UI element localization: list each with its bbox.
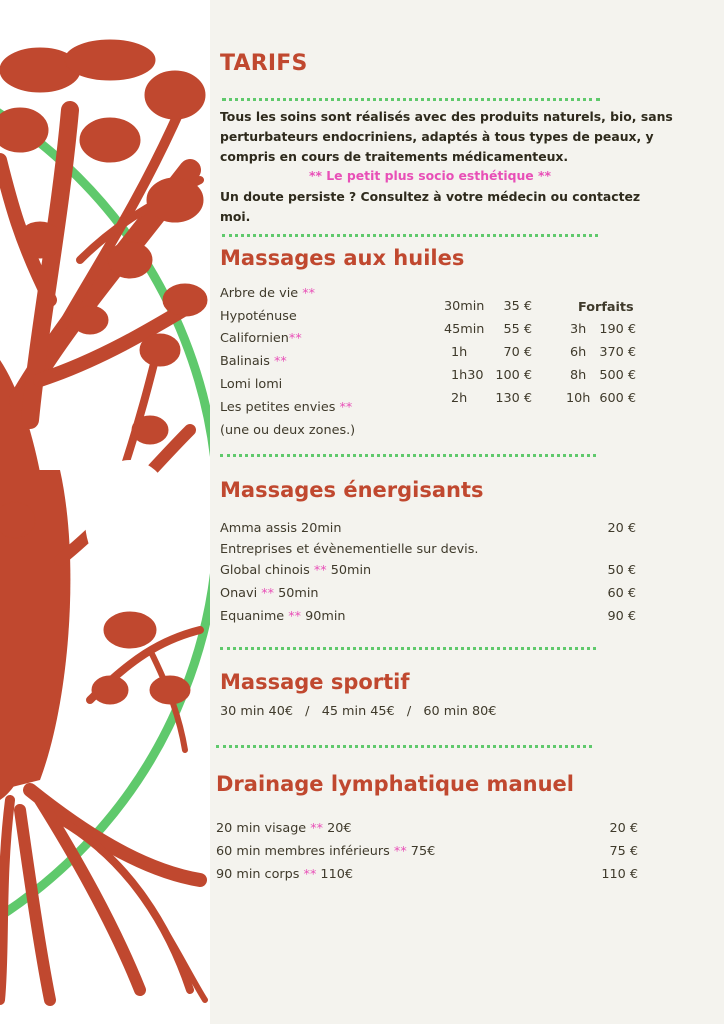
entreprises-note: Entreprises et évènementielle sur devis. bbox=[220, 542, 479, 557]
section-heading-drainage: Drainage lymphatique manuel bbox=[216, 772, 574, 796]
drainage-row: 20 min visage ** 20€ bbox=[216, 821, 352, 836]
intro-line-2: perturbateurs endocriniens, adaptés à tous types de peaux, y bbox=[220, 129, 654, 144]
dotted-divider bbox=[220, 454, 596, 457]
forfaits-title: Forfaits bbox=[578, 300, 634, 315]
section-heading-energisants: Massages énergisants bbox=[220, 478, 484, 502]
onavi-item: Onavi ** 50min bbox=[220, 586, 319, 601]
page-title: TARIFS bbox=[220, 51, 308, 76]
section-heading-sportif: Massage sportif bbox=[220, 670, 410, 694]
forfait-price: 190 € bbox=[599, 322, 636, 337]
doubt-line-1: Un doute persiste ? Consultez à votre médecin ou contactez bbox=[220, 189, 641, 204]
huiles-item: (une ou deux zones.) bbox=[220, 423, 356, 438]
huiles-duration: 1h bbox=[451, 345, 468, 360]
socio-note: ** Le petit plus socio esthétique ** bbox=[309, 168, 551, 183]
huiles-item: Balinais ** bbox=[220, 354, 287, 369]
drainage-row: 90 min corps ** 110€ bbox=[216, 867, 353, 882]
huiles-price: 130 € bbox=[495, 391, 532, 406]
huiles-price: 35 € bbox=[503, 299, 532, 314]
forfait-price: 370 € bbox=[599, 345, 636, 360]
huiles-price: 70 € bbox=[503, 345, 532, 360]
forfait-duration: 3h bbox=[570, 322, 587, 337]
forfait-price: 600 € bbox=[599, 391, 636, 406]
huiles-duration: 30min bbox=[444, 299, 485, 314]
dotted-divider bbox=[222, 234, 598, 237]
dotted-divider bbox=[222, 98, 600, 101]
huiles-item: Californien** bbox=[220, 331, 302, 346]
forfait-duration: 8h bbox=[570, 368, 587, 383]
equanime-item: Equanime ** 90min bbox=[220, 609, 346, 624]
drainage-row: 60 min membres inférieurs ** 75€ bbox=[216, 844, 436, 859]
huiles-item: Les petites envies ** bbox=[220, 400, 353, 415]
huiles-duration: 45min bbox=[444, 322, 485, 337]
drainage-price: 20 € bbox=[609, 821, 638, 836]
huiles-item: Hypoténuse bbox=[220, 309, 297, 324]
forfait-duration: 10h bbox=[566, 391, 591, 406]
forfait-duration: 6h bbox=[570, 345, 587, 360]
drainage-price: 75 € bbox=[609, 844, 638, 859]
global-item: Global chinois ** 50min bbox=[220, 563, 372, 578]
amma-price: 20 € bbox=[607, 521, 636, 536]
dotted-divider bbox=[220, 647, 596, 650]
sportif-prices: 30 min 40€ / 45 min 45€ / 60 min 80€ bbox=[220, 704, 497, 719]
huiles-price: 55 € bbox=[503, 322, 532, 337]
global-price: 50 € bbox=[607, 563, 636, 578]
section-heading-huiles: Massages aux huiles bbox=[220, 246, 465, 270]
intro-line-3: compris en cours de traitements médicamenteux. bbox=[220, 149, 569, 164]
forfait-price: 500 € bbox=[599, 368, 636, 383]
huiles-duration: 1h30 bbox=[451, 368, 484, 383]
amma-item: Amma assis 20min bbox=[220, 521, 342, 536]
dotted-divider bbox=[216, 745, 592, 748]
equanime-price: 90 € bbox=[607, 609, 636, 624]
onavi-price: 60 € bbox=[607, 586, 636, 601]
drainage-price: 110 € bbox=[601, 867, 638, 882]
huiles-price: 100 € bbox=[495, 368, 532, 383]
huiles-duration: 2h bbox=[451, 391, 468, 406]
intro-line-1: Tous les soins sont réalisés avec des produits naturels, bio, sans bbox=[220, 109, 673, 124]
huiles-item: Arbre de vie ** bbox=[220, 286, 315, 301]
huiles-item: Lomi lomi bbox=[220, 377, 283, 392]
doubt-line-2: moi. bbox=[220, 209, 251, 224]
